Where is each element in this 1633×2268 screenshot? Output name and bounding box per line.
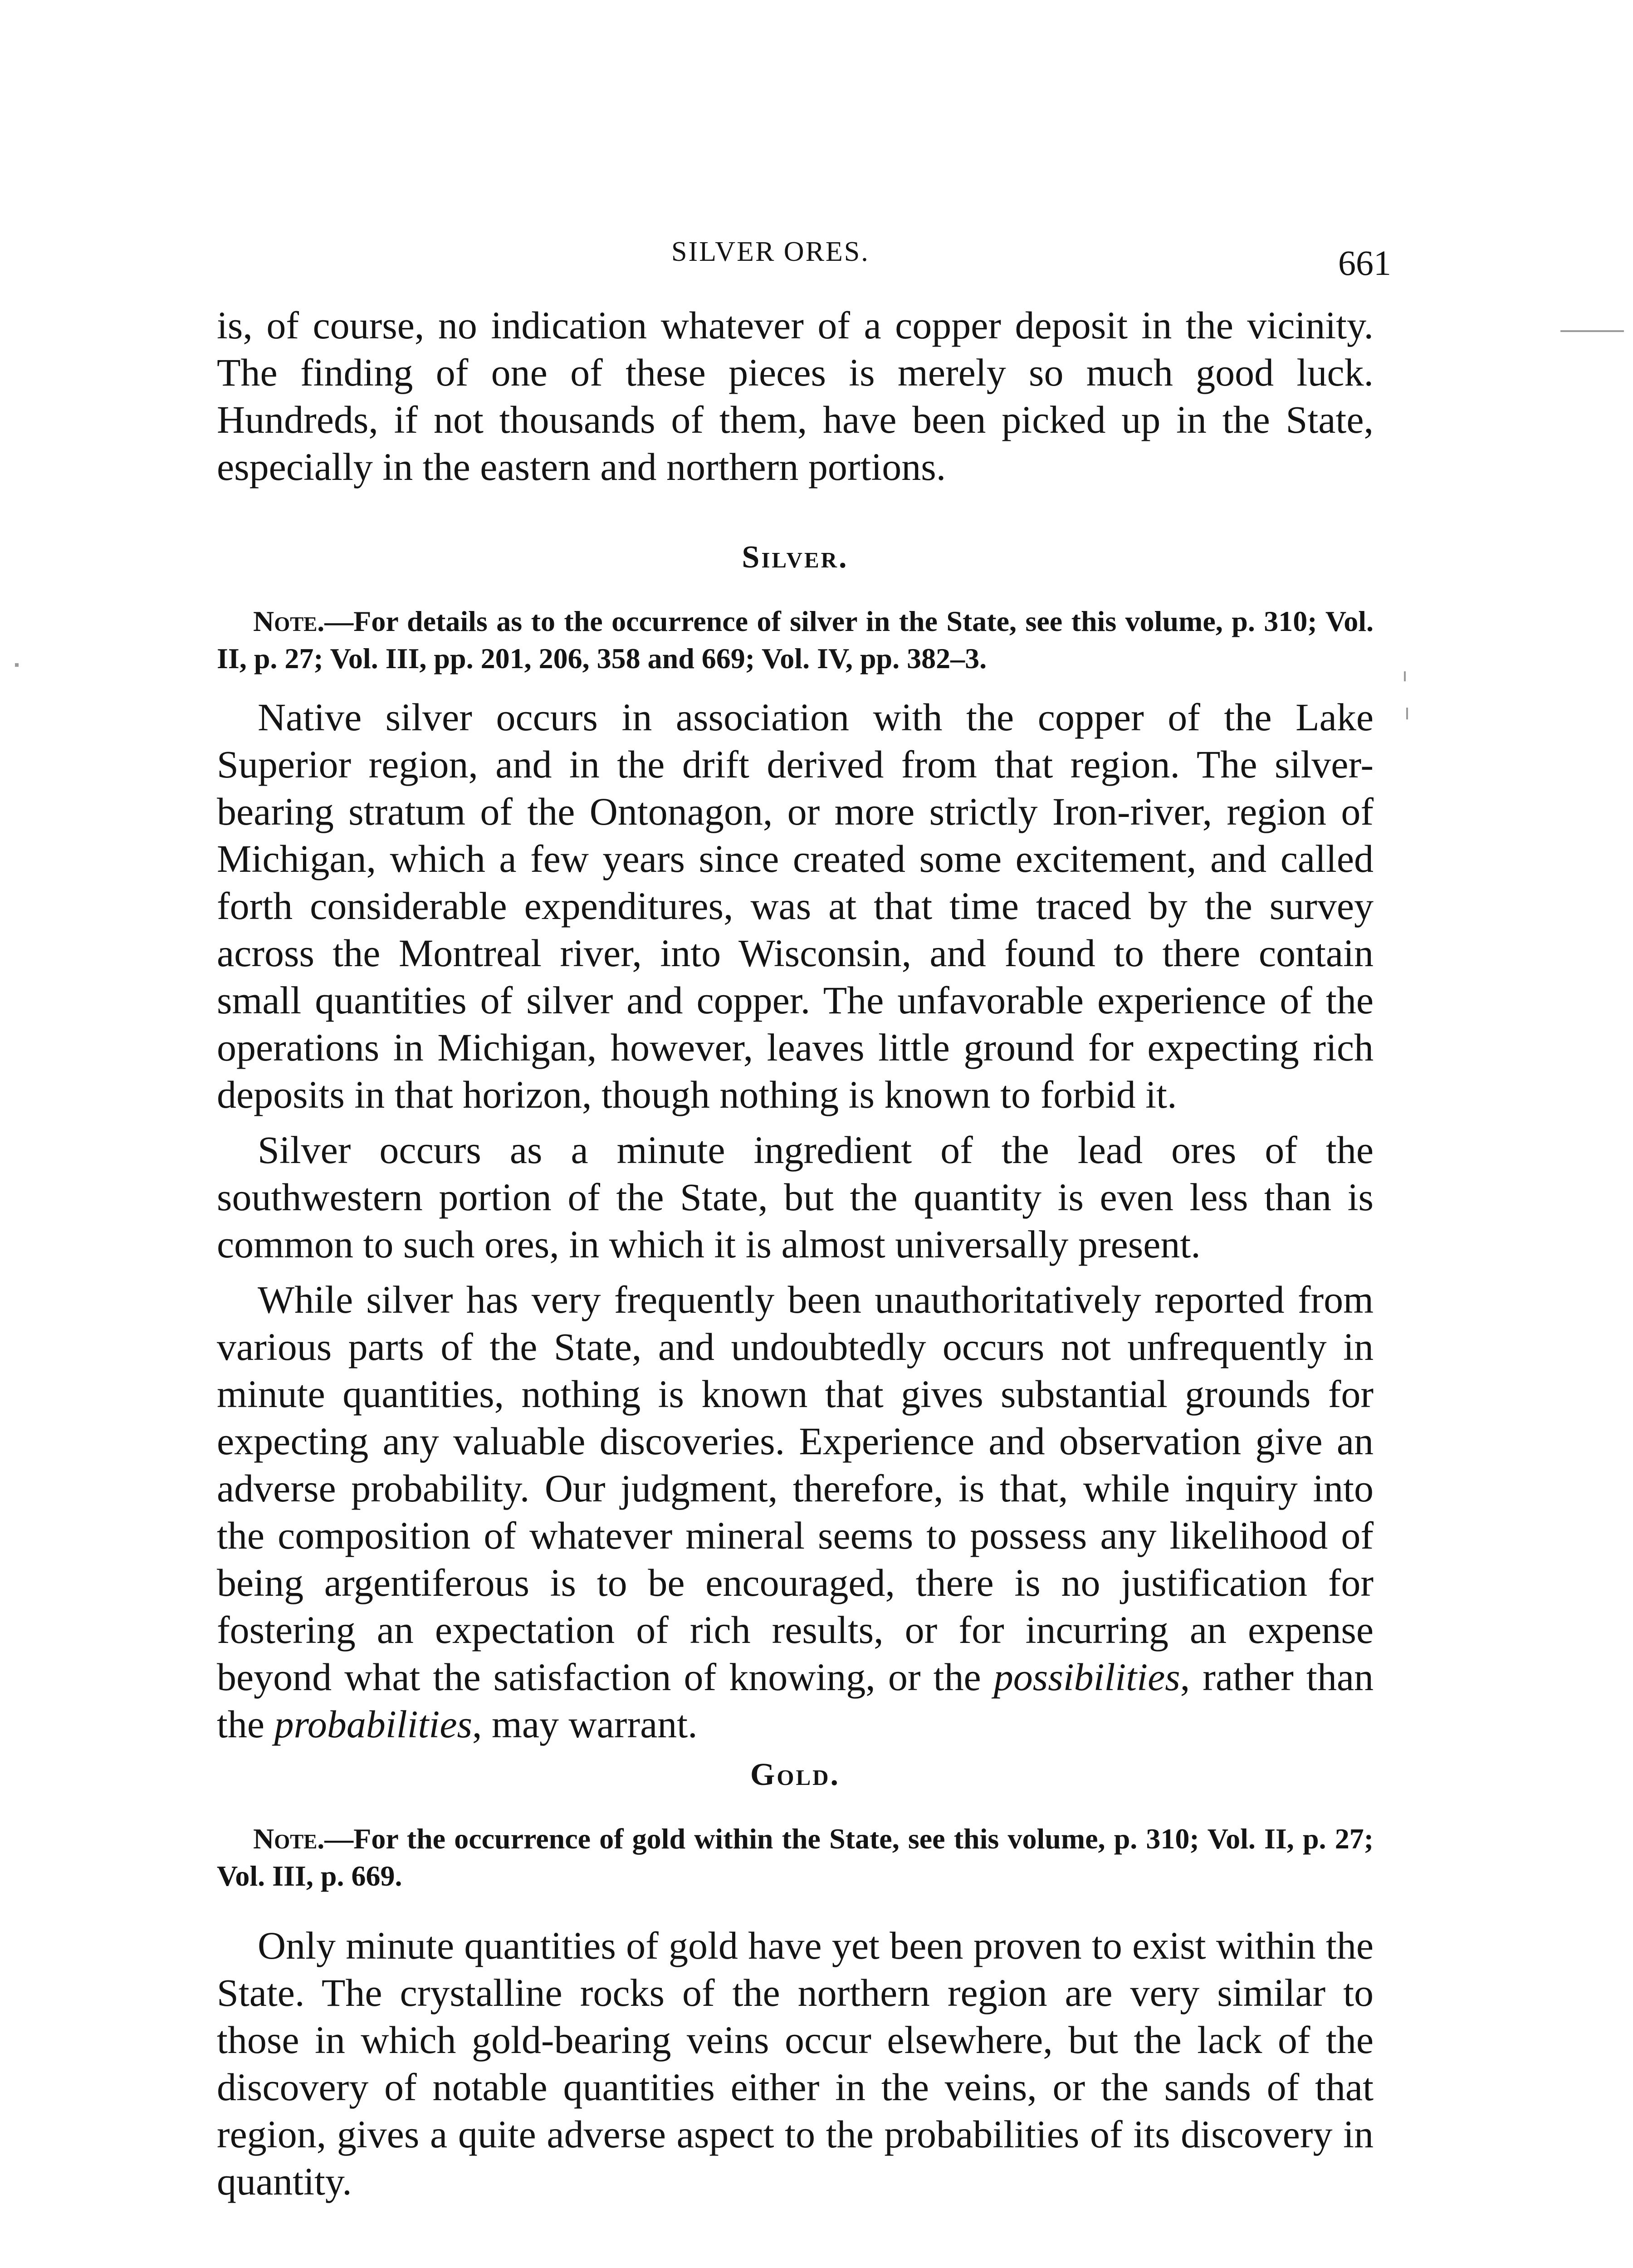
silver-paragraph-2: Silver occurs as a minute ingredient of the lead ores of the southwestern portion of the State, but the quantity is even less than is common to such ores, in which it is almost universally present. [217, 1128, 1374, 1266]
scan-speck [1404, 671, 1406, 681]
gold-paragraph-1: Only minute quantities of gold have yet been proven to exist within the State. The crystalline rocks of the northern region are very similar to those in which gold-bearing veins occur elsewhere, but the lack of the discovery of notable quantities either in the veins, or the sands of that region, gives a quite adverse aspect to the probabilities of its discovery in quantity. [217, 1924, 1374, 2203]
page-number: 661 [1338, 243, 1391, 283]
gold-note-text: For the occurrence of gold within the State, see this volume, p. 310; Vol. II, p. 27; Vol. III, p. 669. [217, 1823, 1374, 1892]
text-column [217, 302, 1374, 2205]
probabilities-term: probabilities [274, 1702, 472, 1746]
running-head: SILVER ORES. [671, 236, 870, 267]
silver-note-text: For details as to the occurrence of silver in the State, see this volume, p. 310; Vol. II, p. 27; Vol. III, pp. 201, 206, 358 and 669; Vol. IV, pp. 382–3. [217, 605, 1374, 675]
silver-note-label: Note.— [253, 605, 354, 637]
silver-paragraph-3-start: While silver has very frequently been unauthoritatively reported from various parts of the State, and undoubtedly occurs not unfrequently in minute quantities, nothing is known that gives substantial grounds for expecting any valuable discoveries. Experience and observation give an adverse probability. Our judgment, therefore, is that, while inquiry into the composition of whatever mineral seems to possess any likelihood of being argentiferous is to be encouraged, there is no justification for fostering an expectation of rich results, or for incurring an expense beyond what the satisfaction of knowing, or the [217, 1278, 1374, 1699]
silver-paragraph-3-end: , may warrant. [472, 1702, 698, 1746]
scan-speck [1560, 330, 1624, 332]
silver-note [217, 603, 1374, 677]
possibilities-term: possibilities [993, 1655, 1180, 1699]
intro-paragraph: is, of course, no indication whatever of a copper deposit in the vicinity. The finding of one of these pieces is merely so much good luck. Hundreds, if not thousands of them, have been picked up in the State, especially in the eastern and northern portions. [217, 303, 1374, 489]
silver-paragraph-3-mid: , rather than the [217, 1655, 1374, 1746]
gold-heading: Gold. [750, 1757, 841, 1792]
silver-paragraph-3 [217, 1276, 1374, 1748]
silver-paragraph-1: Native silver occurs in association with the copper of the Lake Superior region, and in the drift derived from that region. The silver-bearing stratum of the Ontonagon, or more strictly Iron-river, region of Michigan, which a few years since created some excitement, and called forth considerable expenditures, was at that time traced by the survey across the Montreal river, into Wisconsin, and found to there contain small quantities of silver and copper. The unfavorable experience of the operations in Michigan, however, leaves little ground for expecting rich deposits in that horizon, though nothing is known to forbid it. [217, 695, 1374, 1116]
gold-note [217, 1820, 1374, 1895]
silver-heading: Silver. [742, 540, 849, 575]
scan-speck [15, 663, 19, 667]
gold-note-label: Note.— [253, 1823, 354, 1855]
scan-speck [1406, 708, 1408, 719]
